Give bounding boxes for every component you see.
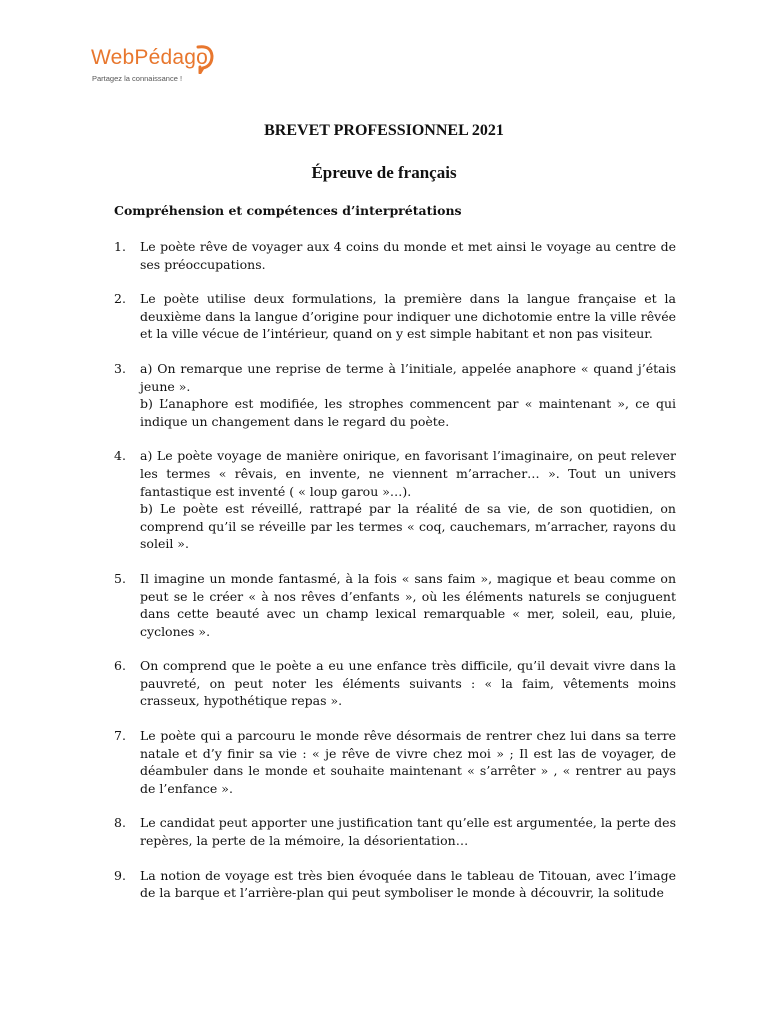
answer-line: Le poète rêve de voyager aux 4 coins du monde et met ainsi le voyage au centre de ses préoccupations. (140, 239, 676, 272)
answer-number: 6. (114, 658, 126, 674)
answer-item-1 (114, 238, 676, 273)
answer-line-b: b) L’anaphore est modifiée, les strophes commencent par « maintenant », ce qui indique un changement dans le regard du poète. (140, 396, 676, 429)
answer-number: 2. (114, 291, 126, 307)
answer-text (140, 814, 676, 849)
answer-item-4 (114, 447, 676, 553)
answer-line: On comprend que le poète a eu une enfance très difficile, qu’il devait vivre dans la pauvreté, on peut noter les éléments suivants : « la faim, vêtements moins crasseux, hypothétique repas ». (140, 658, 676, 709)
logo-name: WebPédago (91, 46, 209, 69)
answer-text (140, 867, 676, 902)
answer-item-7 (114, 727, 676, 797)
logo-tagline: Partagez la connaissance ! (92, 74, 183, 83)
answer-text (140, 570, 676, 640)
answer-line: Le candidat peut apporter une justification tant qu’elle est argumentée, la perte des repères, la perte de la mémoire, la désorientation… (140, 815, 676, 849)
answer-number: 3. (114, 360, 126, 376)
answer-item-9 (114, 867, 676, 902)
answer-line: Il imagine un monde fantasmé, à la fois « sans faim », magique et beau comme on peut se le créer « à nos rêves d’enfants », où les éléments naturels se conjuguent dans cette beauté avec un champ lexical remarquable « mer, soleil, eau, pluie, cyclones ». (140, 570, 676, 639)
answer-text (140, 727, 676, 797)
answer-number: 7. (114, 728, 126, 744)
answer-line-a: a) On remarque une reprise de terme à l’initiale, appelée anaphore « quand j’étais jeune ». (140, 360, 676, 394)
answer-text (140, 657, 676, 710)
answer-item-5 (114, 570, 676, 640)
answer-text (140, 447, 676, 553)
page-subtitle: Épreuve de français (311, 163, 457, 182)
answer-text (140, 238, 676, 273)
answer-list (114, 238, 676, 919)
answer-line-b: b) Le poète est réveillé, rattrapé par la réalité de sa vie, de son quotidien, on comprend qu’il se réveille par les termes « coq, cauchemars, m’arracher, rayons du soleil ». (140, 501, 676, 552)
answer-line: Le poète qui a parcouru le monde rêve désormais de rentrer chez lui dans sa terre natale et d’y finir sa vie : « je rêve de vivre chez moi » ; Il est las de voyager, de déambuler dans le monde et souhaite maintenant « s’arrêter » , « rentrer au pays de l’enfance ». (140, 728, 676, 796)
answer-item-8 (114, 814, 676, 849)
answer-number: 4. (114, 448, 126, 464)
answer-line: La notion de voyage est très bien évoquée dans le tableau de Titouan, avec l’image de la barque et l’arrière-plan qui peut symboliser le monde à découvrir, la solitude (140, 867, 676, 901)
speech-bubble-icon (194, 44, 216, 74)
answer-number: 8. (114, 815, 126, 831)
answer-item-3 (114, 360, 676, 430)
answer-line-a: a) Le poète voyage de manière onirique, en favorisant l’imaginaire, on peut relever les termes « rêvais, en invente, ne viennent m’arracher… ». Tout un univers fantastique est inventé ( « loup garou »…). (140, 448, 676, 499)
answer-item-6 (114, 657, 676, 710)
answer-text (140, 290, 676, 343)
answer-number: 9. (114, 867, 126, 883)
webpedago-logo (91, 44, 221, 90)
answer-number: 5. (114, 570, 126, 586)
answer-number: 1. (114, 239, 126, 254)
page-title: BREVET PROFESSIONNEL 2021 (264, 122, 504, 139)
answer-text (140, 360, 676, 430)
answer-item-2 (114, 290, 676, 343)
section-heading: Compréhension et compétences d’interprétations (114, 203, 462, 218)
answer-line: Le poète utilise deux formulations, la première dans la langue française et la deuxième dans la langue d’origine pour indiquer une dichotomie entre la ville rêvée et la ville vécue de l’intérieur, quand on y est simple habitant et non pas visiteur. (140, 291, 676, 342)
